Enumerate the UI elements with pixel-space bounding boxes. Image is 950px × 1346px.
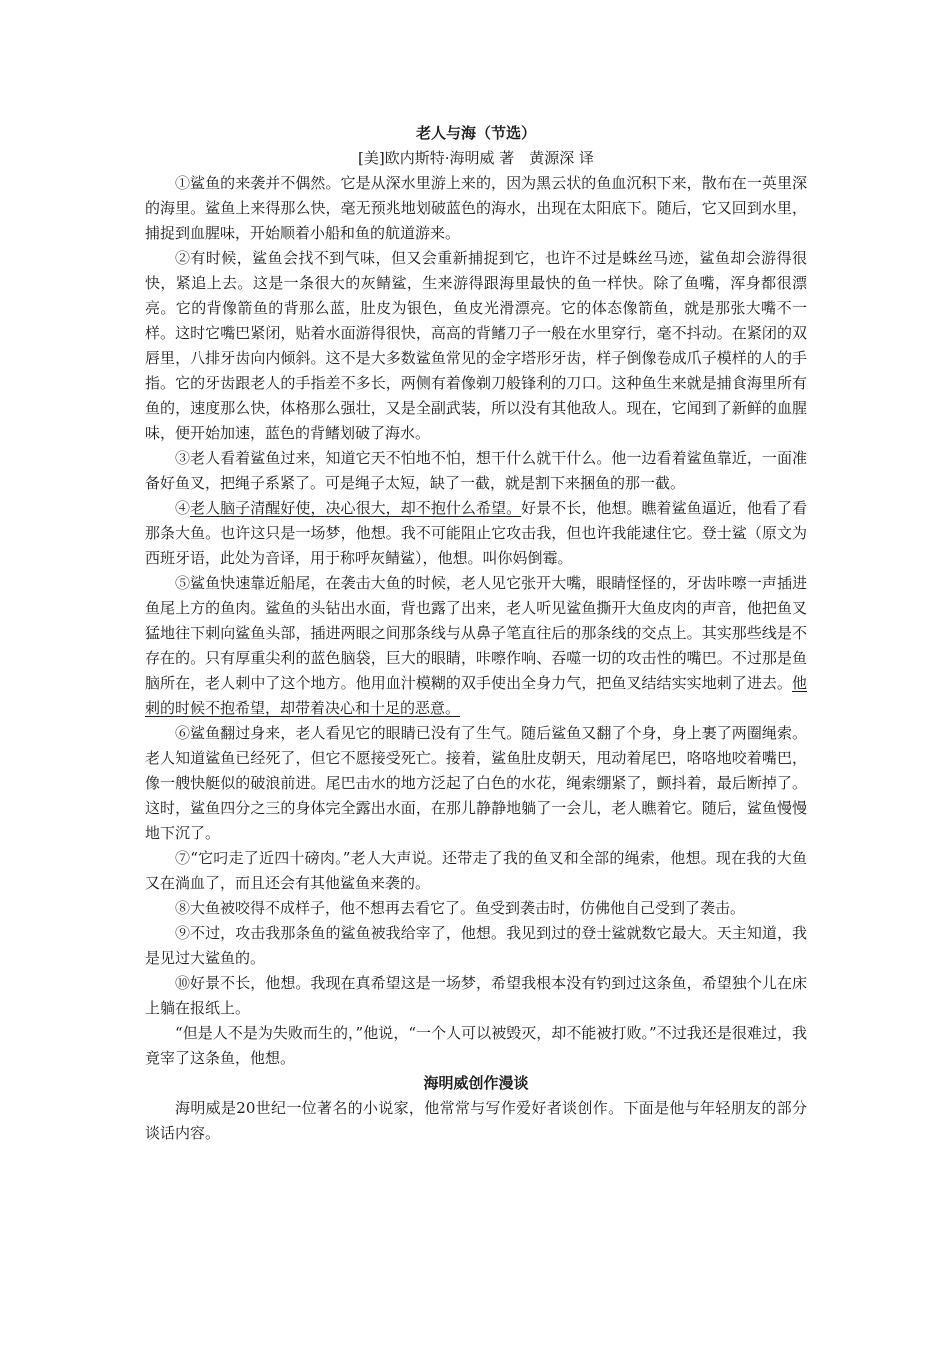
section-intro: 海明威是20世纪一位著名的小说家，他常常与写作爱好者谈创作。下面是他与年轻朋友的部分谈话内容。 [145, 1099, 807, 1142]
paragraph-10: ⑩好景不长，他想。我现在真希望这是一场梦，希望我根本没有钓到过这条鱼，希望独个儿在床上躺在报纸上。 [145, 974, 807, 1017]
paragraph-2: ②有时候，鲨鱼会找不到气味，但又会重新捕捉到它，也许不过是蛛丝马迹，鲨鱼却会游得很快，紧追上去。这是一条很大的灰鲭鲨，生来游得跟海里最快的鱼一样快。除了鱼嘴，浑身都很漂亮。它的背像箭鱼的背那么蓝，肚皮为银色，鱼皮光滑漂亮。它的体态像箭鱼，就是那张大嘴不一样。这时它嘴巴紧闭，贴着水面游得很快，高高的背鳍刀子一般在水里穿行，毫不抖动。在紧闭的双唇里，八排牙齿向内倾斜。这不是大多数鲨鱼常见的金字塔形牙齿，样子倒像卷成爪子模样的人的手指。它的牙齿跟老人的手指差不多长，两侧有着像剃刀般锋利的刀口。这种鱼生来就是捕食海里所有鱼的，速度那么快，体格那么强壮，又是全副武装，所以没有其他敌人。现在，它闻到了新鲜的血腥味，便开始加速，蓝色的背鳍划破了海水。 [145, 249, 807, 442]
paragraph-5-main: ⑤鲨鱼快速靠近船尾，在袭击大鱼的时候，老人见它张开大嘴，眼睛怪怪的，牙齿咔嚓一声插进鱼尾上方的鱼肉。鲨鱼的头钻出水面，背也露了出来，老人听见鲨鱼撕开大鱼皮肉的声音，他把鱼叉猛地往下刺向鲨鱼头部，插进两眼之间那条线与从鼻子笔直往后的那条线的交点上。其实那些线是不存在的。只有厚重尖利的蓝色脑袋，巨大的眼睛，咔嚓作响、吞噬一切的攻击性的嘴巴。不过那是鱼脑所在，老人刺中了这个地方。他用血汁模糊的双手使出全身力气，把鱼叉结结实实地刺了进去。 [145, 574, 807, 692]
paragraph-8: ⑧大鱼被咬得不成样子，他不想再去看它了。鱼受到袭击时，仿佛他自己受到了袭击。 [175, 899, 746, 917]
paragraph-4-number: ④ [175, 499, 191, 517]
document-page [145, 121, 807, 1146]
paragraph-11: “但是人不是为失败而生的，”他说，“一个人可以被毁灭，却不能被打败。”不过我还是很难过，我竟宰了这条鱼，他想。 [145, 1024, 807, 1067]
section-title: 海明威创作漫谈 [423, 1074, 529, 1092]
paragraph-1: ①鲨鱼的来袭并不偶然。它是从深水里游上来的，因为黑云状的鱼血沉积下来，散布在一英里深的海里。鲨鱼上来得那么快，毫无预兆地划破蓝色的海水，出现在太阳底下。随后，它又回到水里，捕捉到血腥味，开始顺着小船和鱼的航道游来。 [145, 174, 807, 242]
paragraph-5 [145, 571, 807, 721]
paragraph-9: ⑨不过，攻击我那条鱼的鲨鱼被我给宰了，他想。我见到过的登士鲨就数它最大。天主知道，我是见过大鲨鱼的。 [145, 924, 807, 967]
underlined-sentence-2: 他刺的时候不抱希望，却带着决心和十足的恶意。 [145, 674, 807, 717]
paragraph-4-rest: 好景不长，他想。瞧着鲨鱼逼近，他看了看那条大鱼。也许这只是一场梦，他想。我不可能阻止它攻击我，但也许我能逮住它。登士鲨（原文为西班牙语，此处为音译，用于称呼灰鲭鲨），他想。叫你妈倒霉。 [145, 499, 807, 567]
paragraph-3: ③老人看着鲨鱼过来，知道它天不怕地不怕，想干什么就干什么。他一边看着鲨鱼靠近，一面准备好鱼叉，把绳子系紧了。可是绳子太短，缺了一截，就是割下来捆鱼的那一截。 [145, 449, 807, 492]
underlined-sentence-1: 老人脑子清醒好使，决心很大，却不抱什么希望。 [190, 499, 522, 517]
paragraph-4 [145, 496, 807, 571]
author-translator-byline: [美]欧内斯特·海明威 著 黄源深 译 [357, 149, 594, 167]
document-title: 老人与海（节选） [415, 124, 536, 142]
paragraph-6: ⑥鲨鱼翻过身来，老人看见它的眼睛已没有了生气。随后鲨鱼又翻了个身，身上裹了两圈绳索。老人知道鲨鱼已经死了，但它不愿接受死亡。接着，鲨鱼肚皮朝天，甩动着尾巴，咯咯地咬着嘴巴，像一艘快艇似的破浪前进。尾巴击水的地方泛起了白色的水花，绳索绷紧了，颤抖着，最后断掉了。这时，鲨鱼四分之三的身体完全露出水面，在那儿静静地躺了一会儿，老人瞧着它。随后，鲨鱼慢慢地下沉了。 [145, 724, 807, 842]
paragraph-7: ⑦“它叼走了近四十磅肉。”老人大声说。还带走了我的鱼叉和全部的绳索，他想。现在我的大鱼又在淌血了，而且还会有其他鲨鱼来袭的。 [145, 849, 807, 892]
